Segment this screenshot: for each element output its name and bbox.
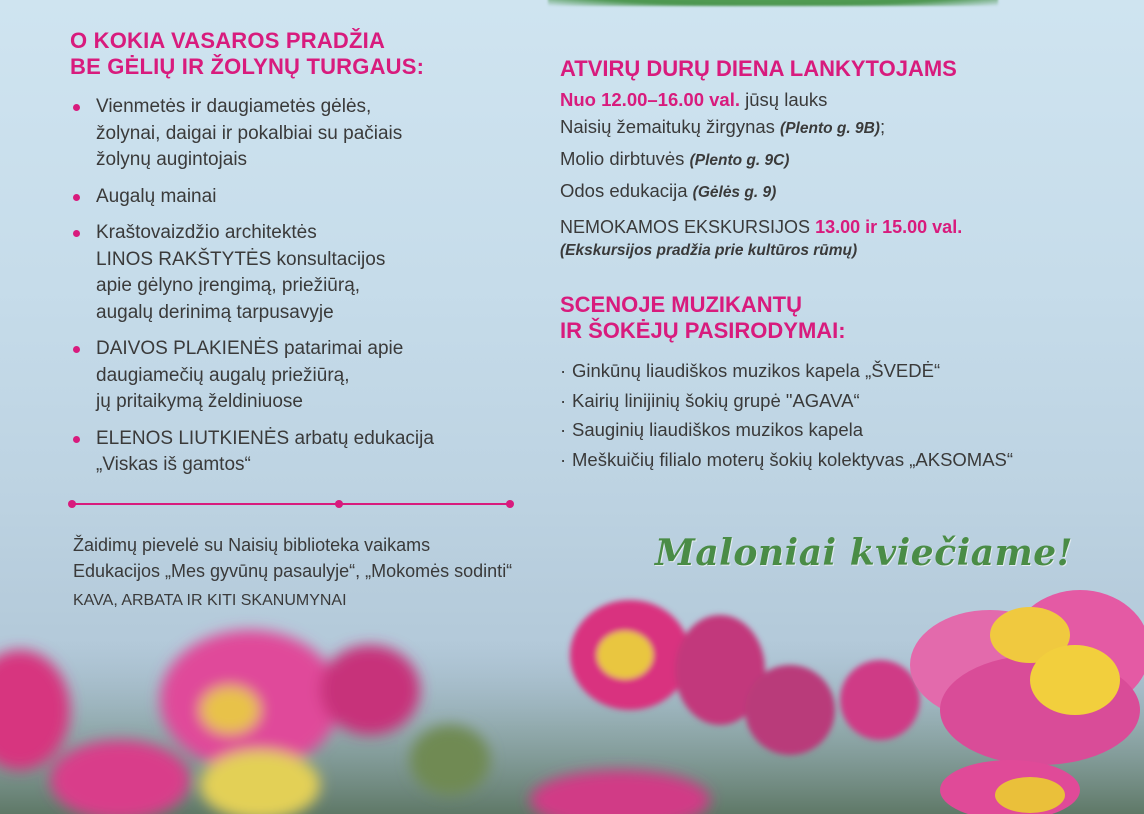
venue-address: (Plento g. 9C) <box>689 152 790 169</box>
open-day-section <box>560 56 1120 474</box>
bullet-line: ELENOS LIUTKIENĖS arbatų edukacija <box>96 427 434 449</box>
bullet-line: jų pritaikymą želdiniuose <box>96 391 303 412</box>
performer-marker: · <box>560 448 567 470</box>
performances-heading-line1: SCENOJE MUZIKANTŲ <box>560 292 803 317</box>
bullet-line: „Viskas iš gamtos“ <box>96 454 251 475</box>
dotted-divider <box>70 498 512 510</box>
venue-name: Molio dirbtuvės <box>560 148 685 169</box>
bullet-line: Augalų mainai <box>96 185 217 207</box>
divider-dot <box>506 500 514 508</box>
bullet-line: apie gėlyno įrengimą, priežiūrą, <box>96 275 361 296</box>
kids-playground-text: Žaidimų pievelė su Naisių biblioteka vaikams <box>73 535 431 555</box>
market-heading <box>70 28 540 80</box>
free-tours-line <box>560 214 1120 240</box>
performer-marker: · <box>560 419 567 440</box>
open-day-heading: ATVIRŲ DURŲ DIENA LANKYTOJAMS <box>560 56 957 81</box>
bullet-line: LINOS RAKŠTYTĖS konsultacijos <box>96 248 386 270</box>
performer-name: Sauginių liaudiškos muzikos kapela <box>572 419 864 440</box>
bullet-line: augalų derinimą tarpusavyje <box>96 301 334 323</box>
free-tours-time: 13.00 ir 15.00 val. <box>815 217 963 237</box>
title-fragment <box>548 0 998 6</box>
market-heading-line2: BE GĖLIŲ IR ŽOLYNŲ TURGAUS: <box>70 54 425 79</box>
performances-heading-line2: IR ŠOKĖJŲ PASIRODYMAI: <box>560 318 846 343</box>
venue-address: (Plento g. 9B) <box>780 120 880 137</box>
divider-dot <box>68 500 76 508</box>
performer-marker: · <box>560 360 567 381</box>
open-hours-rest: jūsų lauks <box>745 89 828 110</box>
venue-item <box>560 112 1120 144</box>
performer-name: Meškuičių filialo moterų šokių kolektyvas „AKSOMAS“ <box>572 448 1014 470</box>
performer-item <box>560 445 1120 475</box>
bullet-item-plant-exchange <box>70 184 540 211</box>
free-tours-label: NEMOKAMOS EKSKURSIJOS <box>560 217 811 237</box>
market-section <box>70 28 540 489</box>
education-text: Edukacijos „Mes gyvūnų pasaulyje“, „Mokomės sodinti“ <box>73 561 513 581</box>
market-bullet-list <box>70 94 540 479</box>
bullet-item-flowers <box>70 94 540 174</box>
performer-item <box>560 356 1120 386</box>
welcome-slogan: Maloniai kviečiame! <box>655 532 1073 574</box>
performer-item <box>560 386 1120 416</box>
performer-name: Ginkūnų liaudiškos muzikos kapela „ŠVEDĖ“ <box>572 360 941 381</box>
bullet-item-plant-care-tips <box>70 336 540 416</box>
bullet-item-architect-consult <box>70 220 540 326</box>
venue-item <box>560 176 1120 208</box>
bullet-line: daugiamečių augalų priežiūrą, <box>96 364 350 386</box>
extras-section <box>73 532 512 614</box>
venue-address: (Gėlės g. 9) <box>692 184 777 201</box>
performer-item <box>560 415 1120 445</box>
divider-dot <box>335 500 343 508</box>
free-tours-note: (Ekskursijos pradžia prie kultūros rūmų) <box>560 242 858 259</box>
bullet-line: Vienmetės ir daugiametės gėlės, <box>96 96 372 117</box>
open-hours-line <box>560 88 1120 112</box>
venue-name: Odos edukacija <box>560 180 688 201</box>
bullet-line: žolynai, daigai ir pokalbiai su pačiais <box>96 122 403 144</box>
open-hours-time: Nuo 12.00–16.00 val. <box>560 89 740 110</box>
divider-line <box>70 503 512 505</box>
bullet-line: žolynų augintojais <box>96 149 248 170</box>
performers-list <box>560 356 1120 474</box>
bullet-line: Kraštovaizdžio architektės <box>96 222 317 243</box>
venue-name: Naisių žemaitukų žirgynas <box>560 116 775 137</box>
bullet-item-tea-education <box>70 426 540 479</box>
performer-marker: · <box>560 389 567 411</box>
performer-name: Kairių linijinių šokių grupė "AGAVA“ <box>572 389 860 411</box>
performances-heading <box>560 292 1120 344</box>
bullet-line: DAIVOS PLAKIENĖS patarimai apie <box>96 338 404 359</box>
refreshments-text: KAVA, ARBATA IR KITI SKANUMYNAI <box>73 592 347 609</box>
venue-suffix: ; <box>879 116 886 137</box>
market-heading-line1: O KOKIA VASAROS PRADŽIA <box>70 28 386 53</box>
venue-item <box>560 144 1120 176</box>
